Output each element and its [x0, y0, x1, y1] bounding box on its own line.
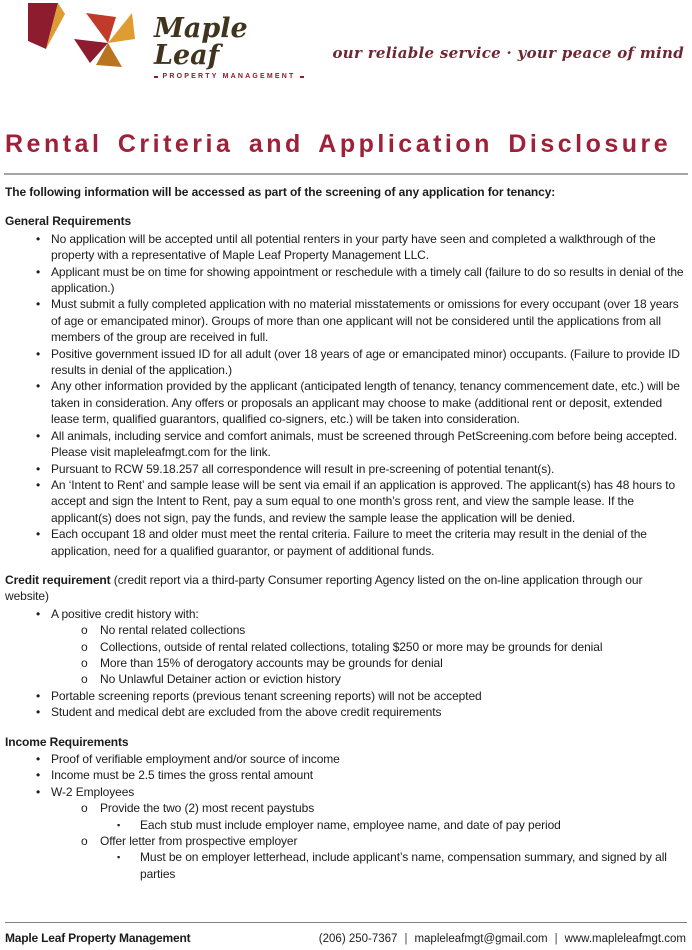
bullet-marker: • — [36, 264, 41, 279]
list-item — [0, 622, 692, 638]
list-item-text: Collections, outside of rental related collections, totaling $250 or more may be grounds for denial — [100, 639, 603, 654]
bullet-marker: • — [36, 705, 41, 720]
list-item — [0, 833, 692, 849]
bullet-marker: ▪ — [117, 819, 121, 830]
list-item — [0, 606, 692, 622]
bullet-marker: • — [36, 297, 41, 312]
list-item-text: Student and medical debt are excluded from the above credit requirements — [51, 705, 442, 720]
list-item — [0, 688, 692, 704]
list-item-text: No Unlawful Detainer action or eviction history — [100, 672, 341, 687]
section-heading — [5, 572, 686, 605]
bullet-marker: • — [36, 606, 41, 621]
company-tagline: our reliable service · your peace of mind — [332, 44, 684, 62]
footer-contact-info — [319, 933, 686, 945]
list-item — [0, 704, 692, 720]
list-item-text: Proof of verifiable employment and/or source of income — [51, 752, 340, 766]
brand-subtitle: PROPERTY MANAGEMENT — [162, 73, 296, 80]
footer-separator: | — [404, 933, 408, 945]
list-item — [0, 526, 692, 559]
bullet-marker: ▪ — [117, 852, 121, 863]
bullet-marker: o — [81, 655, 88, 670]
section-heading-bold: Income Requirements — [5, 734, 129, 749]
bullet-marker: • — [36, 461, 41, 476]
list-item — [0, 655, 692, 671]
list-item-text: Must be on employer letterhead, include applicant’s name, compensation summary, and signed by all parties — [140, 850, 667, 881]
list-item-text: Income must be 2.5 times the gross rental amount — [51, 768, 313, 783]
list-item — [0, 264, 692, 297]
list-item-text: An ‘Intent to Rent’ and sample lease will be sent via email if an application is approved. The applicant(s) has 48 hours to accept and sign the Intent to Rent, pay a sum equal to one month’s gross rent, and view the sample lease. If the applicant(s) does not sign, pay the funds, and review the sample lease the application will be denied. — [51, 477, 676, 525]
bullet-marker: • — [36, 428, 41, 443]
title-divider — [4, 173, 688, 175]
list-item — [0, 784, 692, 800]
footer-separator: | — [554, 933, 558, 945]
list-item — [0, 461, 692, 477]
list-item-text: Pursuant to RCW 59.18.257 all correspondence will result in pre-screening of potential tenant(s). — [51, 461, 555, 476]
list-item-text: A positive credit history with: — [51, 606, 199, 621]
page-title: Rental Criteria and Application Disclosure — [5, 130, 672, 158]
list-item-text: Positive government issued ID for all adult (over 18 years of age or emancipated minor) occupants. (Failure to provide ID results in denial of the application.) — [51, 346, 680, 378]
list-item — [0, 296, 692, 345]
list-item-text: Provide the two (2) most recent paystubs — [100, 801, 315, 816]
bullet-marker: • — [36, 379, 41, 394]
list-item — [0, 346, 692, 379]
section-heading-bold: General Requirements — [5, 214, 132, 229]
list-item-text: Portable screening reports (previous tenant screening reports) will not be accepted — [51, 688, 482, 703]
maple-leaf-logo-icon — [28, 3, 146, 77]
intro-statement: The following information will be accessed as part of the screening of any application for tenancy: — [5, 185, 556, 199]
list-item — [0, 800, 692, 816]
footer-company-name: Maple Leaf Property Management — [5, 931, 191, 945]
list-item-text: No rental related collections — [100, 623, 246, 638]
section-heading-bold: Credit requirement — [5, 572, 111, 587]
list-item — [0, 751, 692, 767]
list-item — [0, 378, 692, 427]
brand-name: Maple Leaf — [154, 13, 248, 71]
brand-block — [154, 3, 304, 80]
list-item-text: Applicant must be on time for showing appointment or reschedule with a timely call (failure to do so results in denial of the application.) — [51, 264, 684, 296]
list-item — [0, 767, 692, 783]
list-item-text: More than 15% of derogatory accounts may be grounds for denial — [100, 655, 443, 670]
list-item — [0, 428, 692, 461]
bullet-marker: • — [36, 752, 41, 766]
list-item-text: No application will be accepted until all potential renters in your party have seen and completed a walkthrough of the property with a representative of Maple Leaf Property Management LLC. — [51, 231, 656, 263]
list-item — [0, 477, 692, 526]
bullet-marker: o — [81, 834, 88, 849]
bullet-marker: • — [36, 768, 41, 783]
bullet-marker: • — [36, 784, 41, 799]
list-item-text: Offer letter from prospective employer — [100, 834, 298, 849]
brand-rule-right — [300, 76, 304, 78]
footer-email: mapleleafmgt@gmail.com — [414, 933, 548, 945]
bullet-marker: • — [36, 477, 41, 492]
footer-divider — [5, 922, 687, 923]
bullet-marker: • — [36, 346, 41, 361]
page-footer — [5, 931, 686, 945]
bullet-marker: • — [36, 231, 41, 246]
document-sections — [0, 213, 692, 882]
list-item-text: All animals, including service and comfort animals, must be screened through PetScreening.com before being accepted. Please visit mapleleafmgt.com for the link. — [51, 428, 678, 460]
bullet-marker: o — [81, 639, 88, 654]
bullet-marker: o — [81, 801, 88, 816]
section-heading — [5, 213, 686, 229]
bullet-marker: o — [81, 672, 88, 687]
section-heading-rest: (credit report via a third-party Consumer reporting Agency listed on the on-line application through our website) — [5, 572, 643, 604]
list-item-text: W-2 Employees — [51, 784, 135, 799]
list-item — [0, 231, 692, 264]
footer-website: www.mapleleafmgt.com — [564, 933, 686, 945]
list-item-text: Each occupant 18 and older must meet the rental criteria. Failure to meet the criteria may result in the denial of the application, need for a qualified guarantor, or payment of additional funds. — [51, 527, 647, 558]
section-heading — [5, 734, 686, 750]
brand-rule-left — [154, 76, 158, 78]
list-item — [0, 817, 692, 833]
bullet-marker: • — [36, 688, 41, 703]
list-item — [0, 671, 692, 687]
footer-phone: (206) 250-7367 — [318, 933, 398, 945]
list-item-text: Any other information provided by the applicant (anticipated length of tenancy, tenancy commencement date, etc.) will be taken in consideration. Any offers or proposals an applicant may choose to make (additional rent or deposit, extended lease term, qualified guarantors, qualified co-signers, etc.) will be taken into consideration. — [51, 379, 680, 427]
page-header — [0, 0, 692, 82]
bullet-marker: • — [36, 527, 41, 542]
brand-subtitle-row — [154, 73, 304, 80]
list-item-text: Must submit a fully completed application with no material misstatements or omissions for every occupant (over 18 years of age or emancipated minor). Groups of more than one applicant will not be considered until the applications from all members of the group are received in full. — [51, 297, 679, 345]
bullet-marker: o — [81, 623, 88, 638]
list-item-text: Each stub must include employer name, employee name, and date of pay period — [140, 817, 561, 832]
list-item — [0, 639, 692, 655]
list-item — [0, 849, 692, 882]
